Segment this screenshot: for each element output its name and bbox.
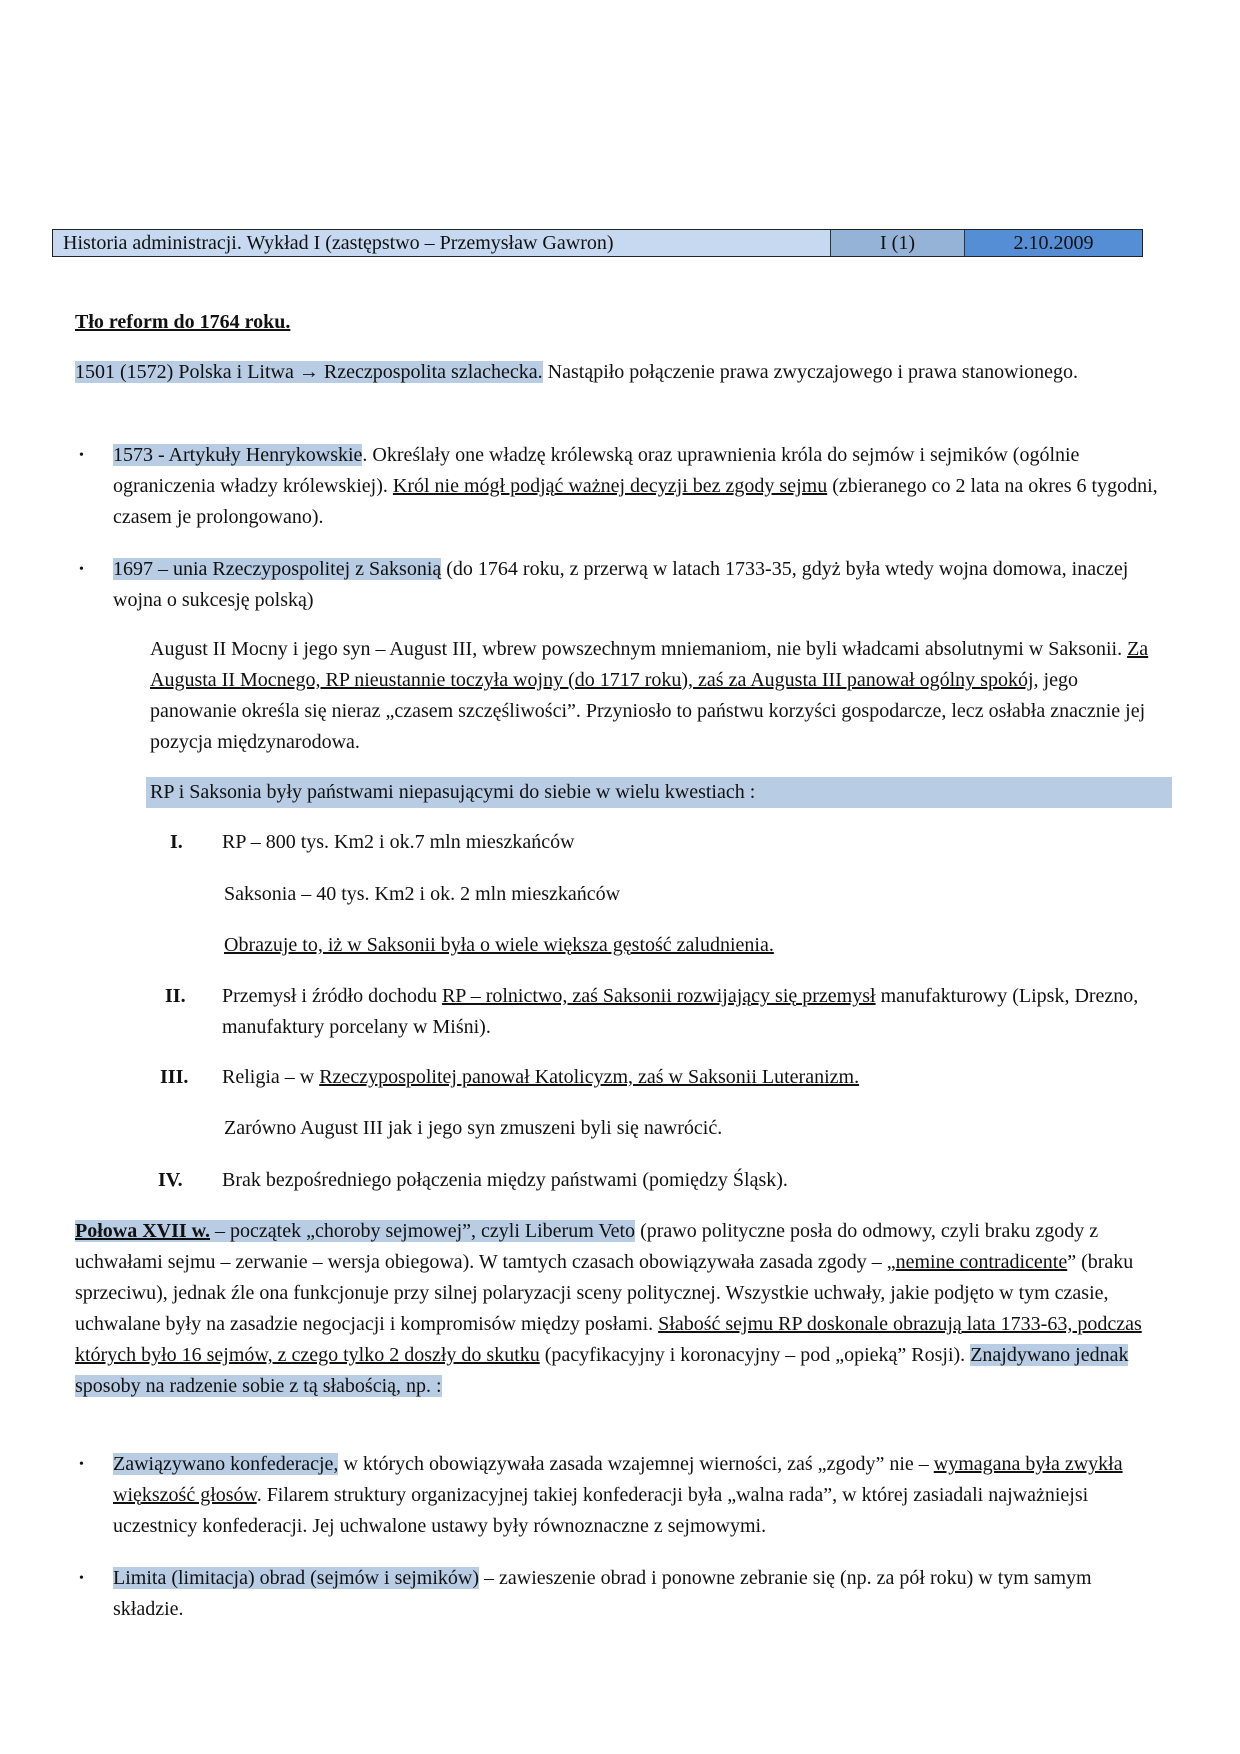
paragraph-augustus <box>150 634 1160 758</box>
item-no-connection: Brak bezpośredniego połączenia między państwami (pomiędzy Śląsk). <box>222 1169 788 1191</box>
header-title: Historia administracji. Wykład I (zastępstwo – Przemysław Gawron) <box>53 230 831 256</box>
underlined-text: RP – rolnictwo, zaś Saksonii rozwijający się przemysł <box>441 985 876 1007</box>
underlined-text: Połowa XVII w. <box>75 1220 211 1242</box>
item-rp-area: RP – 800 tys. Km2 i ok.7 mln mieszkańców <box>222 831 575 853</box>
underlined-text: Słabość sejmu RP doskonale obrazują lata 1733-63, podczas których było 16 sejmów, z czego tylko 2 doszły do skutku <box>75 1313 1142 1366</box>
item-religion-note: Zarówno August III jak i jego syn zmuszeni byli się nawrócić. <box>224 1117 723 1139</box>
item-saxony-area: Saksonia – 40 tys. Km2 i ok. 2 mln mieszkańców <box>224 883 621 905</box>
text: – zawieszenie obrad i ponowne zebranie się (np. za pół roku) w tym samym składzie. <box>113 1567 1092 1620</box>
text: manufakturowy (Lipsk, Drezno, manufaktury porcelany w Miśni). <box>222 985 1139 1038</box>
bullet-saxony-union <box>113 554 1163 616</box>
highlight: 1697 – unia Rzeczypospolitej z Saksonią <box>113 558 442 580</box>
paragraph-liberum-veto <box>75 1216 1165 1402</box>
highlight: Znajdywano jednak sposoby na radzenie sobie z tą słabością, np. : <box>75 1344 1129 1397</box>
text: , jego panowanie określa się nieraz „czasem szczęśliwości”. Przyniosło to państwu korzyści gospodarcze, lecz osłabła znacznie jej pozycja międzynarodowa. <box>150 669 1146 753</box>
header-table <box>52 229 1143 257</box>
highlight: Limita (limitacja) obrad (sejmów i sejmików) <box>113 1567 480 1589</box>
bullet: • <box>79 1457 84 1472</box>
text: – początek „choroby sejmowej”, czyli Liberum Veto <box>210 1220 636 1242</box>
text: . Filarem struktury organizacyjnej takiej konfederacji była „walna rada”, w której zasiadali najważniejsi uczestnicy konfederacji. Jej uchwalone ustawy były równoznaczne z sejmowymi. <box>113 1484 1089 1537</box>
bullet: • <box>79 562 84 577</box>
underlined-text: Rzeczypospolitej panował Katolicyzm, zaś w Saksonii Luteranizm. <box>319 1066 860 1088</box>
bullet-henrician-articles <box>113 440 1163 533</box>
item-density-conclusion: Obrazuje to, iż w Saksonii była o wiele większa gęstość zaludnienia. <box>224 934 774 956</box>
underlined-text: Król nie mógł podjąć ważnej decyzji bez zgody sejmu <box>392 475 828 497</box>
text: Nastąpiło połączenie prawa zwyczajowego i prawa stanowionego. <box>542 361 1078 383</box>
bullet-confederations <box>113 1449 1163 1542</box>
list-number: I. <box>170 831 183 853</box>
text: ” (braku sprzeciwu), jednak źle ona funkcjonuje przy silnej polaryzacji sceny politycznej. Wszystkie uchwały, jakie podjęto w tym czasie, uchwalane były na zasadzie negocjacji i kompromisów między posłami. <box>75 1251 1134 1335</box>
underlined-text: wymagana była zwykła większość głosów <box>113 1453 1123 1506</box>
list-number: III. <box>160 1066 189 1088</box>
underlined-text: nemine contradicente <box>895 1251 1068 1273</box>
text: August II Mocny i jego syn – August III, wbrew powszechnym mniemaniom, nie byli władcami absolutnymi w Saksonii. <box>150 638 1128 660</box>
text: (zbieranego co 2 lata na okres 6 tygodni, czasem je prolongowano). <box>113 475 1158 528</box>
paragraph-union <box>75 357 1155 388</box>
text: w których obowiązywała zasada wzajemnej wierności, zaś „zgody” nie – <box>338 1453 934 1475</box>
rp-saxony-intro: RP i Saksonia były państwami niepasującymi do siebie w wielu kwestiach : <box>146 777 1172 808</box>
text: Przemysł i źródło dochodu <box>222 985 442 1007</box>
highlight: Zawiązywano konfederacje, <box>113 1453 339 1475</box>
list-number: IV. <box>158 1169 183 1191</box>
highlight <box>75 1220 635 1242</box>
text: Religia – w <box>222 1066 320 1088</box>
highlight: 1573 - Artykuły Henrykowskie <box>113 444 363 466</box>
text: (prawo polityczne posła do odmowy, czyli braku zgody z uchwałami sejmu – zerwanie – wersja obiegowa). W tamtych czasach obowiązywała zasada zgody – „ <box>75 1220 1099 1273</box>
text: (pacyfikacyjny i koronacyjny – pod „opieką” Rosji). <box>539 1344 971 1366</box>
text: . Określały one władzę królewską oraz uprawnienia króla do sejmów i sejmików (ogólnie ograniczenia władzy królewskiej). <box>113 444 1080 497</box>
highlight: 1501 (1572) Polska i Litwa → Rzeczpospolita szlachecka. <box>75 361 543 383</box>
header-date: 2.10.2009 <box>965 230 1142 256</box>
item-religion <box>222 1062 859 1093</box>
bullet-limitation <box>113 1563 1163 1625</box>
header-lecture-number: I (1) <box>831 230 965 256</box>
underlined-text: Za Augusta II Mocnego, RP nieustannie toczyła wojny (do 1717 roku), zaś za Augusta III panował ogólny spokój <box>150 638 1149 691</box>
bullet: • <box>79 1571 84 1586</box>
text: (do 1764 roku, z przerwą w latach 1733-35, gdyż była wtedy wojna domowa, inaczej wojna o sukcesję polską) <box>113 558 1129 611</box>
list-number: II. <box>165 985 186 1007</box>
item-industry <box>222 981 1162 1043</box>
bullet: • <box>79 448 84 463</box>
section-heading: Tło reform do 1764 roku. <box>75 311 291 333</box>
